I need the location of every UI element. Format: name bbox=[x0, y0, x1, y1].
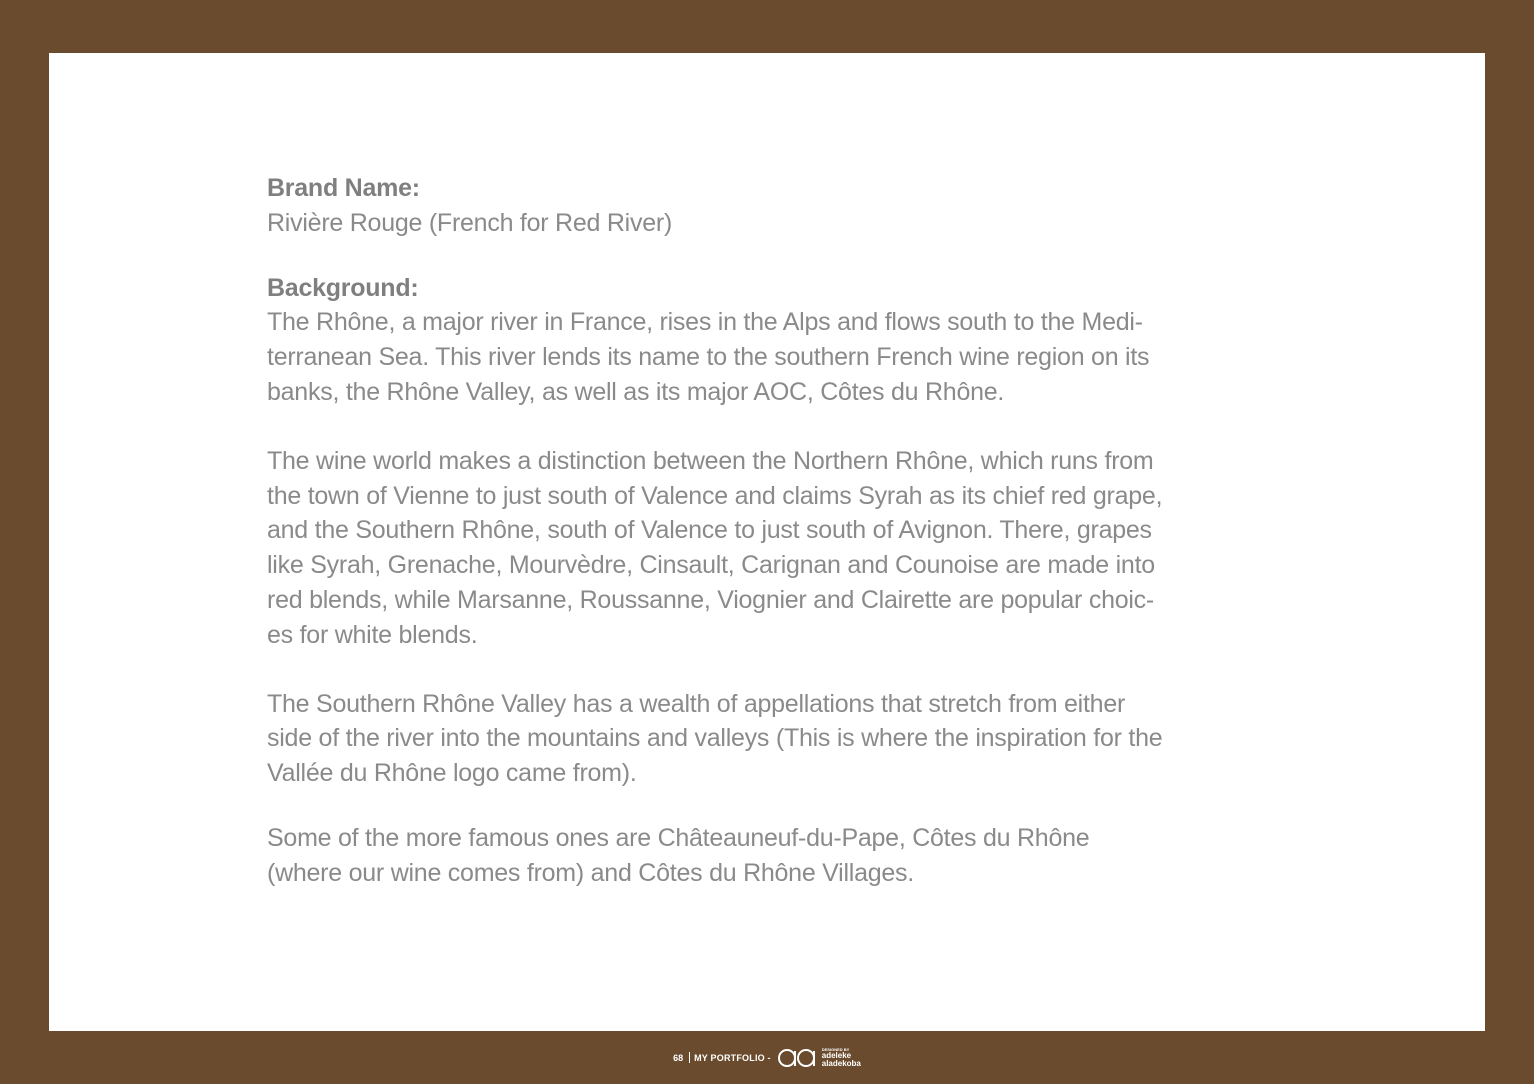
text-line: (where our wine comes from) and Côtes du Rhône Villages. bbox=[267, 858, 914, 887]
logo-name-last: aladekoba bbox=[821, 1059, 861, 1068]
text-line: the town of Vienne to just south of Valence and claims Syrah as its chief red grape, bbox=[267, 481, 1163, 510]
paragraph-1 bbox=[267, 305, 1277, 409]
paragraph-4 bbox=[267, 821, 1277, 891]
page-number: 68 bbox=[673, 1052, 684, 1063]
paragraph-2 bbox=[267, 444, 1277, 653]
brand-name-value: Rivière Rouge (French for Red River) bbox=[267, 208, 673, 237]
background-heading: Background: bbox=[267, 273, 419, 302]
text-line: The wine world makes a distinction between the Northern Rhône, which runs from bbox=[267, 446, 1154, 475]
text-line: red blends, while Marsanne, Roussanne, Viognier and Clairette are popular choic- bbox=[267, 585, 1155, 614]
spacer bbox=[267, 410, 1277, 444]
text-line: and the Southern Rhône, south of Valence to just south of Avignon. There, grapes bbox=[267, 516, 1152, 545]
text-line: like Syrah, Grenache, Mourvèdre, Cinsault, Carignan and Counoise are made into bbox=[267, 551, 1155, 580]
text-line: The Rhône, a major river in France, rises in the Alps and flows south to the Medi- bbox=[267, 308, 1143, 337]
text-line: es for white blends. bbox=[267, 620, 478, 649]
footer-divider bbox=[689, 1052, 690, 1063]
spacer bbox=[267, 653, 1277, 687]
document-body bbox=[267, 171, 1277, 891]
logo-name-first: adeleke bbox=[821, 1051, 852, 1060]
spacer bbox=[267, 791, 1277, 821]
page-footer bbox=[0, 1031, 1534, 1084]
text-line: The Southern Rhône Valley has a wealth of appellations that stretch from either bbox=[267, 689, 1126, 718]
spacer bbox=[267, 241, 1277, 271]
logo-text bbox=[822, 1047, 861, 1068]
brand-name-heading: Brand Name: bbox=[267, 174, 420, 202]
text-line: side of the river into the mountains and valleys (This is where the inspiration for the bbox=[267, 724, 1163, 753]
portfolio-label: MY PORTFOLIO - bbox=[694, 1052, 771, 1063]
paragraph-3 bbox=[267, 687, 1277, 791]
text-line: Some of the more famous ones are Châteauneuf-du-Pape, Côtes du Rhône bbox=[267, 823, 1090, 852]
text-line: terranean Sea. This river lends its name to the southern French wine region on its bbox=[267, 343, 1150, 372]
text-line: Vallée du Rhône logo came from). bbox=[267, 759, 637, 788]
designer-logo bbox=[777, 1047, 861, 1068]
aa-monogram-icon bbox=[777, 1048, 819, 1068]
text-line: banks, the Rhône Valley, as well as its major AOC, Côtes du Rhône. bbox=[267, 377, 1005, 406]
logo-tagline: DESIGNED BY bbox=[821, 1047, 850, 1052]
document-page bbox=[49, 53, 1485, 1031]
